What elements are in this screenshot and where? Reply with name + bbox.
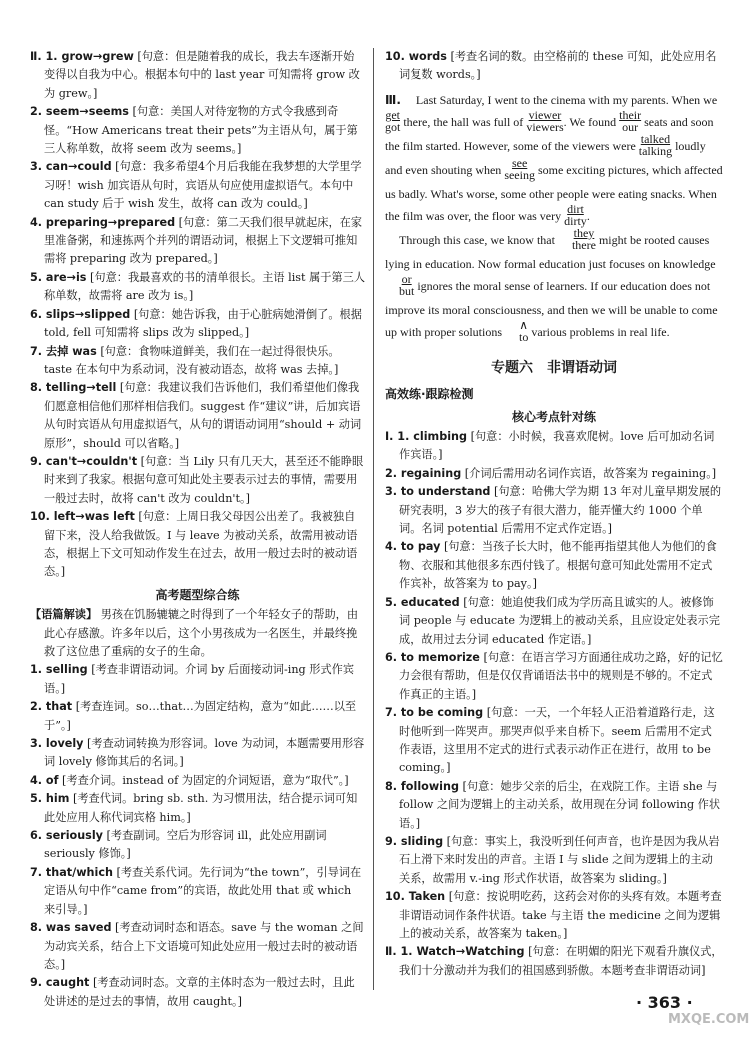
answer-key: 2. seem→seems bbox=[30, 105, 129, 119]
answer-explanation: [句意：她追使我们成为学历高且诚实的人。被修饰词 people 与 educate 为逻辑上的被动关系，且应设定处表示完成，故用过去分词 educated 作定语。] bbox=[399, 595, 720, 646]
answer-entry bbox=[385, 428, 723, 465]
answer-entry bbox=[385, 704, 723, 778]
section-title: 高考题型综合练 bbox=[155, 587, 240, 602]
answer-explanation: [句意：哈佛大学为期 13 年对儿童早期发展的研究表明，3 岁大的孩子有很大潜力，能弄懂大约 1000 个单词。名词 potential 后需用不定式作定语。] bbox=[399, 485, 722, 536]
passage-text: ignores the moral sense of learners. If our education does not improve its moral consciousness, and then we will be unable to come up with proper solutions bbox=[385, 278, 718, 339]
answer-entry bbox=[30, 772, 365, 790]
topic-title: 专题六 非谓语动词 bbox=[491, 359, 617, 376]
answer-explanation: [句意：一天，一个年轻人正沿着道路行走，这时他听到一阵哭声。那哭声似乎来自桥下。seem 后需用不定式作表语，这里用不定式的进行式表示动作正在进行，故用 to be coming。] bbox=[399, 706, 715, 775]
answer-key: 10. left→was left bbox=[30, 510, 135, 524]
answer-explanation: [考查名词的数。由空格前的 these 可知，此处应用名词复数 words。] bbox=[399, 50, 717, 82]
answer-key: 8. was saved bbox=[30, 921, 112, 935]
answer-explanation: [句意：第二天我们很早就起床，在家里准备粥，和速拣两个并列的谓语动词，根据上下文逻辑可推知需将 preparing 改为 prepared。] bbox=[44, 215, 363, 266]
answer-explanation: [考查副词。空后为形容词 ill，此处应用副词 seriously 修饰。] bbox=[44, 829, 327, 861]
answer-key: 9. caught bbox=[30, 976, 90, 990]
answer-explanation: [考查动词时态。文章的主体时态为一般过去时，且此处讲述的是过去的事情，故用 caught。] bbox=[44, 976, 355, 1008]
answer-entry bbox=[30, 735, 365, 772]
answer-entry bbox=[30, 306, 365, 343]
correction-their bbox=[619, 109, 641, 133]
answer-explanation: [介词后需用动名词作宾语，故答案为 regaining。] bbox=[464, 466, 717, 480]
original-word: get bbox=[385, 107, 400, 122]
passage-text: there, the hall was full of bbox=[403, 114, 524, 129]
proofreading-passage bbox=[385, 89, 723, 345]
answer-key: 7. 去掉 was bbox=[30, 344, 97, 358]
original-word: viewer bbox=[528, 107, 562, 122]
answer-key: 3. lovely bbox=[30, 737, 84, 751]
answer-key: 4. to pay bbox=[385, 540, 441, 554]
answer-key: 9. sliding bbox=[385, 834, 444, 848]
answer-key: Ⅱ. 1. Watch→Watching bbox=[385, 945, 525, 959]
insert-mark: ∧ bbox=[519, 317, 529, 332]
answer-key: 6. slips→slipped bbox=[30, 307, 131, 321]
answer-explanation: [句意：食物味道鲜美，我们在一起过得很快乐。taste 在本句中为系动词，没有被动语态，故将 was 去掉。] bbox=[44, 344, 340, 376]
answer-key: 4. of bbox=[30, 773, 59, 787]
passage-text: Through this case, we know that bbox=[399, 232, 555, 247]
right-column bbox=[385, 48, 723, 980]
right-answer-list bbox=[385, 428, 723, 980]
answer-key: 10. Taken bbox=[385, 890, 446, 904]
left-column bbox=[30, 48, 365, 1011]
answer-entry bbox=[30, 508, 365, 582]
answer-entry bbox=[385, 538, 723, 593]
answer-entry bbox=[385, 48, 723, 85]
passage-paragraph-1 bbox=[385, 89, 723, 229]
answer-key: 8. following bbox=[385, 779, 459, 793]
correction-get bbox=[385, 109, 400, 133]
answer-entry bbox=[30, 790, 365, 827]
answer-explanation: [句意：小时候，我喜欢爬树。love 后可加动名词作宾语。] bbox=[399, 430, 715, 462]
answer-explanation: [句意：我建议我们告诉他们，我们希望他们像我们愿意相信他们那样相信我们。suggest 作“建议”讲，后加宾语从句时宾语从句用虚拟语气，从句的谓语动词用“should + 动词原形”，should 可以省略。] bbox=[44, 381, 362, 450]
answer-explanation: [句意：但是随着我的成长，我去车逐渐开始变得以自我为中心。根据本句中的 last year 可知需将 grow 改为 grew。] bbox=[44, 50, 360, 100]
answer-explanation: [句意：我多希望4个月后我能在我梦想的大学里学习呀！wish 加宾语从句时，宾语从句应使用虚拟语气。本句中 can study 后于 wish 发生，故将 can 改为 could。] bbox=[44, 160, 362, 211]
answer-entry bbox=[30, 827, 365, 864]
correction-see bbox=[504, 157, 535, 181]
answer-key: 3. can→could bbox=[30, 160, 112, 174]
answer-key: 6. to memorize bbox=[385, 650, 480, 664]
answer-key: Ⅱ. 1. grow→grew bbox=[30, 50, 134, 63]
corrected-word: our bbox=[622, 119, 639, 134]
answer-entry bbox=[30, 379, 365, 453]
answer-entry bbox=[30, 103, 365, 158]
passage-text: some exciting pictures, which affected us badly. What's worse, some other people were eating snacks. When the film was over, the floor was very bbox=[385, 162, 723, 223]
answer-key: 2. that bbox=[30, 700, 73, 714]
answer-explanation: [句意：她告诉我，由于心脏病她滑倒了。根据 told, fell 可知需将 slips 改为 slipped。] bbox=[44, 307, 362, 340]
passage-text: Last Saturday, I went to the cinema with my parents. When we bbox=[415, 92, 718, 107]
corrected-word: but bbox=[399, 283, 415, 298]
answer-explanation: [考查连词。so…that…为固定结构，意为“如此……以至于”。] bbox=[44, 700, 357, 732]
answer-entry bbox=[385, 465, 723, 483]
answer-explanation: [考查动词转换为形容词。love 为动词，本题需要用形容词 lovely 修饰其后的名词。] bbox=[44, 737, 365, 769]
answer-entry bbox=[30, 698, 365, 735]
answer-key: 9. can't→couldn't bbox=[30, 454, 138, 468]
correction-insert-to bbox=[505, 319, 528, 343]
answer-entry bbox=[385, 649, 723, 704]
answer-explanation: [句意：在明媚的阳光下观看升旗仪式，我们十分激动并为我们的祖国感到骄傲。本题考查非谓语动词] bbox=[399, 945, 723, 977]
answer-key: 5. are→is bbox=[30, 270, 87, 284]
answer-key: 6. seriously bbox=[30, 829, 103, 843]
answer-key: 4. preparing→prepared bbox=[30, 215, 176, 229]
answer-entry bbox=[385, 483, 723, 538]
answer-entry bbox=[385, 943, 723, 980]
corrected-word: to bbox=[519, 329, 529, 344]
original-word: talked bbox=[640, 131, 671, 146]
passage-text: various problems in real life. bbox=[531, 324, 670, 339]
answer-key: 5. him bbox=[30, 792, 70, 806]
part-label: Ⅲ. bbox=[385, 92, 401, 107]
answer-explanation: [句意：事实上，我没听到任何声音，也许是因为我从岩石上滑下来时发出的声音。主语 I 与 slide 之间为逻辑上的主动关系，故需用 v.-ing 形式作状语，故答案为 sliding。] bbox=[399, 834, 720, 885]
answer-entry bbox=[30, 269, 365, 306]
corrected-word: talking bbox=[638, 143, 673, 158]
answer-explanation: [句意：当孩子长大时，他不能再指望其他人为他们的食物、衣服和其他很多东西付钱了。根据句意可知此处需用不定式作宾补，故答案为 to pay。] bbox=[399, 540, 717, 591]
passage-text: 男孩在饥肠辘辘之时得到了一个年轻女子的帮助，由此心存感激。许多年以后，这个小男孩成为一名医生，并最终挽救了这位患了重病的女子的生命。 bbox=[44, 608, 359, 658]
passage-paragraph-2 bbox=[385, 225, 723, 345]
answer-entry bbox=[30, 864, 365, 919]
original-word: see bbox=[511, 155, 528, 170]
answer-entry bbox=[385, 888, 723, 943]
original-word: or bbox=[401, 271, 412, 286]
answer-key: 8. telling→tell bbox=[30, 381, 117, 395]
answer-entry bbox=[30, 919, 365, 974]
answer-key: 5. educated bbox=[385, 595, 460, 609]
corrected-word: got bbox=[385, 119, 401, 134]
corrected-word: viewers bbox=[526, 119, 564, 134]
answer-explanation: [考查介词。instead of 为固定的介词短语，意为“取代”。] bbox=[62, 773, 349, 787]
original-word: they bbox=[573, 225, 595, 240]
corrected-word: dirty bbox=[564, 213, 587, 228]
column-divider bbox=[373, 48, 374, 990]
correction-they bbox=[558, 227, 596, 251]
watermark: MXQE.COM bbox=[668, 1012, 750, 1027]
answer-explanation: [考查动词时态和语态。save 与 the woman 之间为动宾关系，结合上下文语境可知此处应用一般过去时的被动语态。] bbox=[44, 921, 364, 971]
answer-explanation: [句意：在语言学习方面通往成功之路，好的记忆力会很有帮助，但是仅仅背诵语法书中的规则是不够的。不定式作真正的主语。] bbox=[399, 650, 723, 701]
answer-entry bbox=[385, 594, 723, 649]
practice-center-title: 核心考点针对练 bbox=[511, 409, 596, 424]
answer-entry bbox=[30, 453, 365, 508]
answer-entry bbox=[30, 158, 365, 213]
answer-key: 1. selling bbox=[30, 663, 88, 677]
answer-entry bbox=[30, 214, 365, 269]
answer-explanation: [考查关系代词。先行词为“the town”，引导词在定语从句中作“came from”的宾语，故此处用 that 或 which 来引导。] bbox=[44, 865, 362, 916]
original-word: their bbox=[619, 107, 642, 122]
answer-explanation: [句意：按说明吃药，这药会对你的头疼有效。本题考查非谓语动词作条件状语。take 与主语 the medicine 之间为逻辑上的被动关系，故答案为 taken。] bbox=[399, 890, 722, 940]
answer-explanation: [句意：上周日我父母因公出差了。我被独自留下来，没人给我做饭。I 与 leave 为被动关系，故需用被动语态，根据上下文可知动作发生在过去，故用一般过去时的被动语态。] bbox=[44, 510, 358, 579]
answer-explanation: [考查代词。bring sb. sth. 为习惯用法，结合提示词可知此处应用人称代词宾格 him。] bbox=[44, 792, 358, 824]
correction-viewer bbox=[526, 109, 563, 133]
correction-dirt bbox=[564, 203, 587, 227]
correction-or bbox=[385, 273, 414, 297]
answer-key: 10. words bbox=[385, 50, 447, 63]
answer-entry bbox=[30, 48, 365, 103]
answer-key: 7. to be coming bbox=[385, 706, 484, 720]
answer-key: 2. regaining bbox=[385, 466, 462, 480]
answer-explanation: [句意：我最喜欢的书的清单很长。主语 list 属于第三人称单数，故需将 are 改为 is。] bbox=[44, 270, 366, 303]
answer-explanation: [句意：她步父亲的后尘，在戏院工作。主语 she 与 follow 之间为逻辑上的主动关系，故用现在分词 following 作状语。] bbox=[399, 779, 721, 830]
answer-key: 3. to understand bbox=[385, 485, 491, 499]
passage-text: . We found bbox=[563, 114, 617, 129]
passage-text: seats and soon the film started. However, some of the viewers were bbox=[385, 114, 714, 153]
answer-entry bbox=[30, 661, 365, 698]
correction-talked bbox=[639, 133, 672, 157]
answer-explanation: [考查非谓语动词。介词 by 后面接动词-ing 形式作宾语。] bbox=[44, 663, 355, 695]
passage-text: might be rooted causes lying in education. Now formal education just focuses on knowledge bbox=[385, 232, 716, 271]
original-word: dirt bbox=[567, 201, 584, 216]
passage-label: 【语篇解读】 bbox=[30, 608, 98, 622]
corrected-word: there bbox=[571, 237, 596, 252]
passage-text: . bbox=[586, 208, 590, 223]
answer-key: Ⅰ. 1. climbing bbox=[385, 430, 468, 444]
answer-entry bbox=[385, 778, 723, 833]
practice-subtitle: 高效练·跟踪检测 bbox=[385, 387, 474, 402]
page-number: · 363 · bbox=[636, 993, 693, 1012]
answer-entry bbox=[385, 833, 723, 888]
corrected-word: seeing bbox=[504, 167, 535, 182]
passage-text: loudly and even shouting when bbox=[385, 138, 706, 177]
left-answer-list bbox=[30, 48, 365, 582]
passage-summary bbox=[30, 606, 365, 661]
answer-key: 7. that/which bbox=[30, 865, 113, 879]
answer-entry bbox=[30, 343, 365, 380]
answer-explanation: [句意：当 Lily 只有几天大，甚至还不能睁眼时来到了我家。根据句意可知此处主要表示过去的事情，需要用一般过去时，故将 can't 改为 couldn't。] bbox=[44, 454, 364, 505]
left-answer-list-2 bbox=[30, 661, 365, 1011]
answer-explanation: [句意：美国人对待宠物的方式令我感到奇怪。“How Americans treat their pets”为主语从句，属于第三人称单数，故将 seem 改为 seems。] bbox=[44, 105, 358, 156]
answer-entry bbox=[30, 974, 365, 1011]
